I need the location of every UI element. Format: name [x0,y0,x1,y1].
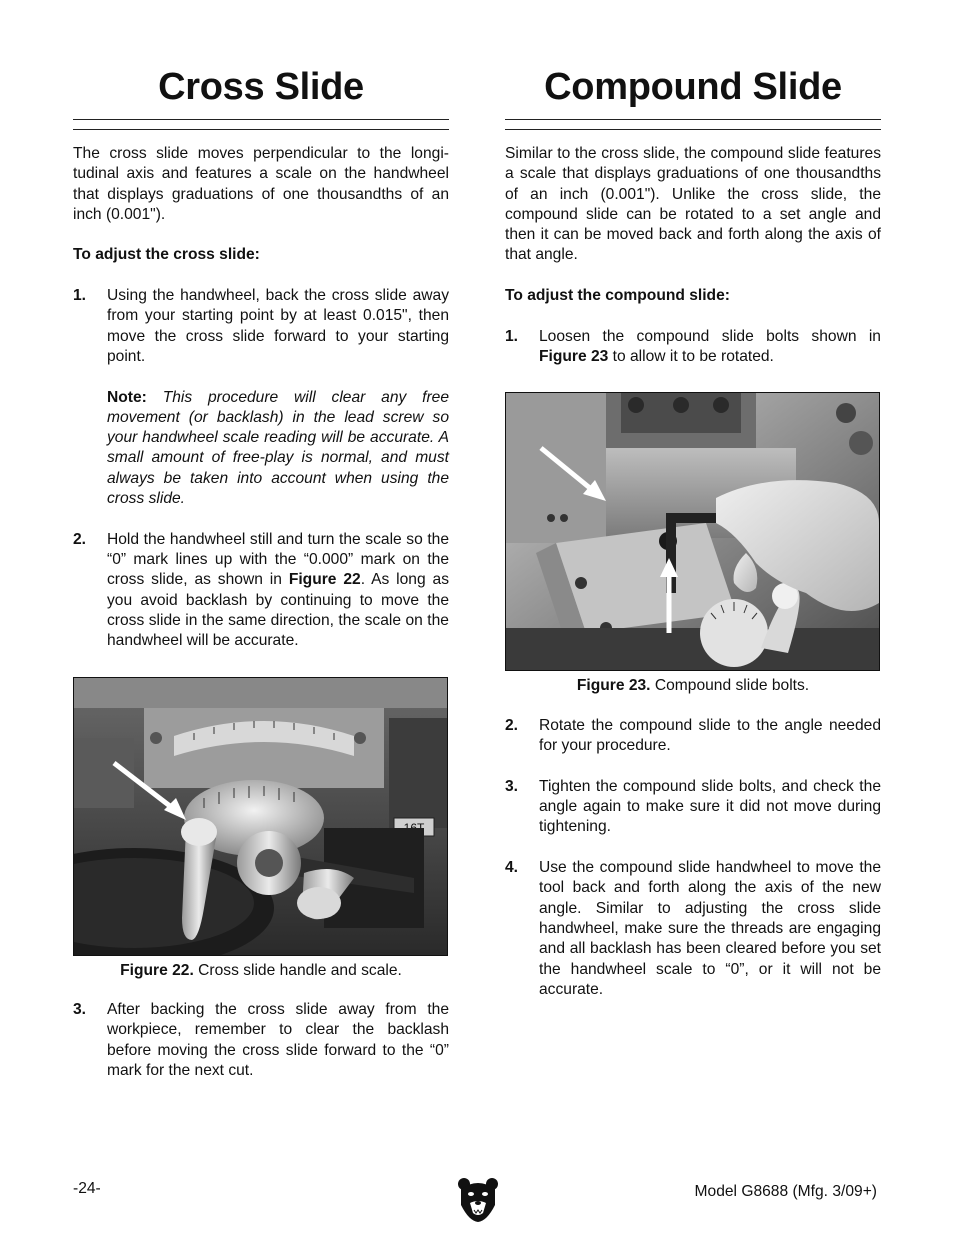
figure-label: Figure 22. [120,962,194,979]
cross-slide-body-2 [73,1000,449,1081]
step-number: 2. [505,717,519,734]
model-label: Model G8688 (Mfg. 3/09+) [694,1183,877,1200]
note [107,388,449,510]
step-number: 1. [73,287,87,305]
figure-22 [73,677,449,980]
compound-slide-body-2 [505,716,881,1000]
figure-reference: Figure 22 [288,571,361,589]
figure-22-photo [73,677,448,956]
step-number: 2. [73,530,87,548]
compound-step-4 [505,858,881,1000]
figure-caption-text: Cross slide handle and scale. [193,962,402,979]
title-rule-top [505,119,881,120]
figure-23-caption [505,677,881,695]
step-text: Tighten the compound slide bolts, and check the angle again to make sure it did not move during tightening. [539,777,881,836]
step-number: 3. [73,1001,87,1018]
compound-slide-intro: Similar to the cross slide, the compound slide features a scale that displays graduations of one thousandths of an inch (0.001"). Unlike the cross slide, the compound slide can be rotated to a set angle and then it can be moved back and forth along the axis of that angle. [505,145,881,264]
cross-slide-body [73,144,449,651]
note-text: This procedure will clear any free movement (or backlash) in the lead screw so your handwheel scale reading will be accurate. A small amount of free-play is normal, and must always be taken into account when using the cross slide. [107,388,449,508]
compound-step-1 [505,327,881,368]
cross-slide-intro: The cross slide moves perpendicular to the longitudinal axis and features a scale on the handwheel that displays graduations of one thousandths of an inch (0.001"). [73,145,449,223]
cross-step-3 [73,1000,449,1081]
section-title-cross-slide: Cross Slide [158,66,364,108]
title-rule-bottom [505,129,881,130]
step-text: After backing the cross slide away from the workpiece, remember to clear the backlash before moving the cross slide forward to the “0” mark for the next cut. [107,1001,449,1079]
bear-head-icon [457,1175,499,1223]
figure-reference: Figure 23 [539,347,609,365]
page-number: -24- [73,1180,101,1197]
figure-23 [505,392,881,695]
section-title-compound-slide: Compound Slide [544,66,842,108]
title-rule-bottom [73,129,449,130]
step-number: 3. [505,777,519,795]
cross-step-1 [73,286,449,367]
step-number: 4. [505,859,519,877]
figure-label: Figure 23. [576,677,651,694]
cross-step-2 [73,530,449,652]
figure-caption-text: Compound slide bolts. [650,677,810,694]
compound-slide-subhead: To adjust the compound slide: [505,287,730,305]
compound-slide-body [505,144,881,367]
step-text: Using the handwheel, back the cross slide away from your starting point by at least 0.015", then move the cross slide forward to your starting point. [107,287,449,365]
compound-step-2 [505,716,881,757]
step-text: Use the compound slide handwheel to move the tool back and forth along the axis of the new angle. Similar to adjusting the cross slide handwheel, make sure the threads are engaging and all backlash has been cleared before you set the handwheel scale to “0”, or it will not be accurate. [539,859,881,998]
figure-23-photo [505,392,880,671]
step-text: Loosen the compound slide bolts shown in Figure 23 to allow it to be rotated. [539,327,881,365]
compound-step-3 [505,777,881,838]
step-text: Hold the handwheel still and turn the scale so the “0” mark lines up with the “0.000” mark on the cross slide, as shown in Figure 22. As long as you avoid backlash by continuing to move the cross slide in the same direction, the scale on the handwheel will be accurate. [107,530,449,650]
cross-slide-subhead: To adjust the cross slide: [73,246,260,264]
figure-22-caption [73,962,449,980]
step-text: Rotate the compound slide to the angle needed for your procedure. [539,717,881,755]
title-rule-top [73,119,449,120]
note-label: Note: [107,388,147,406]
cross-step-note [73,388,449,510]
step-number: 1. [505,327,519,345]
